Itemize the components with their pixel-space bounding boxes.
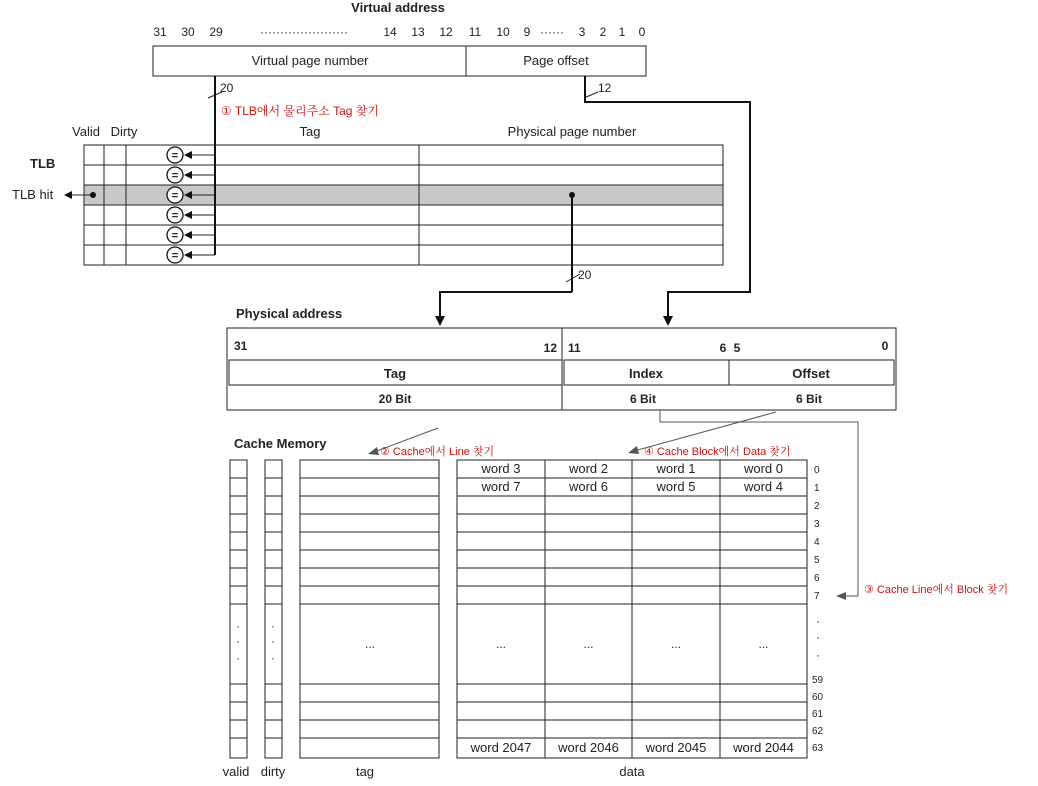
- comparator-symbol: =: [171, 230, 179, 242]
- cache-memory: [223, 410, 1008, 779]
- comparator-symbol: =: [171, 210, 179, 222]
- comparator-symbol: =: [171, 250, 179, 262]
- vpn-width: 20: [220, 81, 234, 95]
- va-bit-dots: ······: [540, 25, 564, 39]
- cache-word-cell: word 0: [743, 461, 784, 476]
- cache-index-vdot: ·: [816, 614, 820, 628]
- cache-index-vdot: ·: [816, 648, 820, 662]
- pa-bit-12: 12: [543, 341, 557, 355]
- cache-index: 60: [812, 692, 824, 703]
- cache-dirty-vdot: ·: [271, 619, 275, 633]
- cache-title: Cache Memory: [234, 436, 327, 451]
- cache-valid-vdot: ·: [236, 651, 240, 665]
- va-bit: 0: [638, 25, 646, 39]
- cache-index: 1: [814, 483, 820, 494]
- cache-index: 7: [814, 591, 820, 602]
- comparator-symbol: =: [171, 170, 179, 182]
- cache-index: 0: [814, 465, 820, 476]
- cache-tag-column: [300, 460, 439, 758]
- tlb-col-dirty: Dirty: [110, 124, 138, 139]
- cache-word-cell: word 2: [568, 461, 609, 476]
- va-bit: 2: [599, 25, 607, 39]
- va-bit: 14: [383, 25, 397, 39]
- step1-label: ① TLB에서 물리주소 Tag 찾기: [221, 104, 379, 118]
- va-bit: 12: [439, 25, 453, 39]
- cache-word-cell: word 3: [481, 461, 521, 476]
- va-bit: 31: [153, 25, 167, 39]
- cache-word-cell: word 7: [481, 479, 521, 494]
- cache-index: 59: [812, 675, 824, 686]
- comparator-symbol: =: [171, 150, 179, 162]
- comparator-arrow: [184, 231, 192, 239]
- tlb-grid: [84, 145, 723, 265]
- cache-valid-vdot: ·: [236, 634, 240, 648]
- pa-tag-field: Tag: [383, 366, 407, 381]
- cache-word-cell: word 6: [568, 479, 609, 494]
- cache-index: 2: [814, 501, 820, 512]
- cache-dirty-vdot: ·: [271, 651, 275, 665]
- va-bit: 9: [523, 25, 531, 39]
- pa-offset-field: Offset: [792, 366, 830, 381]
- pa-index-bits: 6 Bit: [629, 392, 657, 406]
- pa-offset-bits: 6 Bit: [795, 392, 823, 406]
- comparator-arrow: [184, 251, 192, 259]
- step3-label: ③ Cache Line에서 Block 찾기: [864, 584, 1009, 596]
- page-offset-label: Page offset: [523, 53, 589, 68]
- physical-address: [227, 306, 896, 410]
- cache-index: 63: [812, 743, 824, 754]
- tlb: [12, 76, 750, 326]
- tlb-col-tag: Tag: [299, 124, 321, 139]
- virtual-address-title: Virtual address: [351, 0, 445, 15]
- va-bit-dots: ······················: [260, 25, 348, 39]
- pa-index-field: Index: [629, 366, 663, 381]
- tlb-hit-label: TLB hit: [12, 187, 54, 202]
- cache-word-cell: word 2047: [470, 740, 532, 755]
- comparator-arrow: [184, 211, 192, 219]
- cache-col-dirty: dirty: [260, 764, 286, 779]
- va-bit: 1: [618, 25, 626, 39]
- pa-bit-0: 0: [881, 339, 889, 353]
- cache-grid: [230, 460, 824, 758]
- pa-tag-bits: 20 Bit: [378, 392, 412, 406]
- cache-col-data: data: [619, 764, 645, 779]
- va-bit: 11: [468, 25, 482, 39]
- physical-address-title: Physical address: [236, 306, 343, 321]
- cache-index: 6: [814, 573, 820, 584]
- tlb-title: TLB: [30, 156, 56, 171]
- va-bit: 29: [209, 25, 223, 39]
- cache-data-ellipsis: ...: [583, 637, 594, 651]
- cache-index-vdot: ·: [816, 630, 820, 644]
- step2-label: ② Cache에서 Line 찾기: [380, 446, 495, 458]
- cache-word-cell: word 5: [656, 479, 696, 494]
- cache-data-ellipsis: ...: [670, 637, 682, 651]
- cache-index: 62: [812, 726, 824, 737]
- cache-index: 5: [814, 555, 820, 566]
- va-bit: 30: [181, 25, 195, 39]
- cache-word-cell: word 4: [743, 479, 784, 494]
- cache-dirty-vdot: ·: [271, 634, 275, 648]
- offset-width: 12: [598, 81, 612, 95]
- cache-word-cell: word 1: [656, 461, 696, 476]
- comparator-arrow: [184, 171, 192, 179]
- cache-index: 4: [814, 537, 820, 548]
- cache-col-valid: valid: [222, 764, 250, 779]
- va-bit: 3: [578, 25, 586, 39]
- cache-valid-column: [230, 460, 247, 758]
- virtual-address: [153, 0, 646, 98]
- pa-bit-5: 5: [733, 341, 741, 355]
- comparator-symbol: =: [171, 190, 179, 202]
- va-bit: 10: [496, 25, 510, 39]
- va-bit: 13: [411, 25, 425, 39]
- cache-index: 61: [812, 709, 824, 720]
- cache-col-tag: tag: [355, 764, 375, 779]
- vpn-label: Virtual page number: [251, 53, 369, 68]
- cache-index: 3: [814, 519, 820, 530]
- cache-word-cell: word 2044: [733, 740, 794, 755]
- cache-word-cell: word 2046: [558, 740, 619, 755]
- cache-data-ellipsis: ...: [758, 637, 769, 651]
- pa-bit-11: 11: [568, 341, 581, 355]
- cache-tag-ellipsis: ...: [364, 637, 376, 651]
- tlb-col-valid: Valid: [72, 124, 100, 139]
- cache-data-ellipsis: ...: [495, 637, 507, 651]
- pa-bit-6: 6: [719, 341, 727, 355]
- pa-bit-31: 31: [234, 339, 248, 353]
- cache-valid-vdot: ·: [236, 619, 240, 633]
- ppn-width: 20: [578, 268, 592, 282]
- step4-label: ④ Cache Block에서 Data 찾기: [644, 446, 791, 458]
- comparator-arrow: [184, 151, 192, 159]
- cache-word-cell: word 2045: [645, 740, 707, 755]
- cache-dirty-column: [265, 460, 282, 758]
- tlb-col-ppn: Physical page number: [507, 124, 637, 139]
